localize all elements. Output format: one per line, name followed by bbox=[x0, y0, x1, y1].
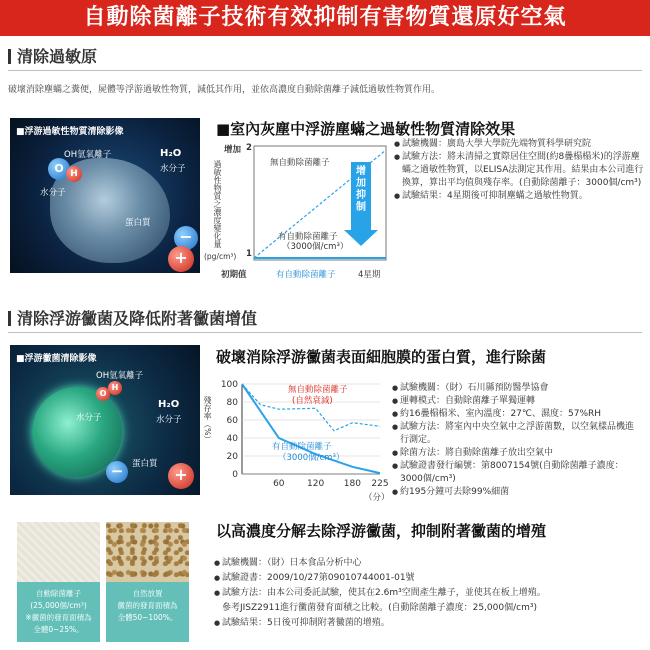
photo2-caption-line: 自然放置 bbox=[132, 589, 163, 598]
h2o-label: H₂O bbox=[158, 399, 180, 410]
section-mold-title-text: 清除浮游黴菌及降低附著黴菌增值 bbox=[17, 309, 258, 328]
chart1-y-axis-label: 過敏性物質之濃度變化量 bbox=[213, 160, 222, 248]
section-marker bbox=[8, 49, 11, 64]
petri-dish-clean bbox=[17, 522, 100, 582]
chart2-y-tick-label: 100 bbox=[220, 380, 238, 390]
list-item: ● 試驗結果：4星期後可抑制塵蟎之過敏性物質。 bbox=[394, 190, 644, 203]
chart1-y-unit: (pg/cm³) bbox=[204, 252, 237, 261]
chart2-label-natural-sub: (自然衰減) bbox=[292, 396, 333, 406]
chart2-label-with: 有自動除菌離子 bbox=[272, 442, 332, 452]
ion-treated-mold-photo bbox=[17, 522, 100, 642]
chart1-y-top-label: 增加 bbox=[224, 145, 242, 155]
mold-ion-illustration bbox=[10, 345, 200, 495]
h-ion-icon: H bbox=[66, 166, 82, 182]
list-item: ● 試驗證書：2009/10/27第09010744001-01號 bbox=[214, 571, 644, 586]
untreated-mold-photo bbox=[106, 522, 189, 642]
chart2-x-tick-label: 120 bbox=[307, 479, 325, 489]
chart2-y-tick-label: 40 bbox=[226, 434, 238, 444]
water-molecule-label: 水分子 bbox=[76, 413, 102, 423]
water-molecule-label: 水分子 bbox=[40, 188, 66, 198]
page-banner: 自動除菌離子技術有效抑制有害物質還原好空氣 bbox=[0, 0, 650, 36]
chart2-x-unit: （分） bbox=[364, 493, 390, 503]
protein-label: 蛋白質 bbox=[125, 218, 151, 228]
chart2-y-axis-label: 殘存率（%） bbox=[203, 396, 212, 444]
positive-ion-icon: + bbox=[168, 463, 194, 489]
list-item: ● 試驗方法：將未清掃之實際居住空間(約8疊榻榻米)的浮游塵蟎之過敏性物質，以ELISA法測定其作用。結果由本公司進行換算，算出平均值與殘存率。(自動除菌離子：3000個/cm³) bbox=[394, 151, 644, 190]
chart2-y-tick-label: 60 bbox=[226, 416, 238, 426]
photo2-caption bbox=[106, 588, 189, 624]
petri-dish-moldy bbox=[106, 522, 189, 582]
section-allergen-intro: 破壞消除塵蟎之糞便，屍體等浮游過敏性物質，減低其作用，並依高濃度自動除菌離子減低過敏性物質作用。 bbox=[8, 85, 441, 95]
chart2-label-with-conc: （3000個/cm³） bbox=[278, 453, 345, 463]
mold-sub-title: 破壞消除浮游黴菌表面細胞膜的蛋白質，進行除菌 bbox=[216, 348, 547, 366]
section-marker bbox=[8, 311, 11, 326]
list-item: ● 運轉模式：自動除菌離子單獨運轉 bbox=[392, 395, 642, 408]
oh-ion-icon: O bbox=[48, 158, 70, 180]
section-allergen-title-text: 清除過敏原 bbox=[17, 47, 98, 66]
chart1-x-left: 初期值 bbox=[221, 270, 247, 280]
section-allergen-title bbox=[8, 44, 97, 67]
photo1-caption-line: (25,000個/cm³) bbox=[30, 601, 87, 610]
list-item-continued: 參考JISZ2911進行黴菌發育面積之比較。(自動除菌離子濃度：25,000個/cm³) bbox=[222, 603, 537, 613]
photo1-caption-line: 自動除菌離子 bbox=[36, 589, 81, 598]
allergen-chart-title: ■室內灰塵中浮游塵蟎之過敏性物質清除效果 bbox=[216, 120, 516, 138]
oh-ion-label: OH氫氧離子 bbox=[96, 371, 144, 381]
h-ion-icon: H bbox=[108, 381, 122, 395]
list-item: ● 約195分鐘可去除99%細菌 bbox=[392, 486, 642, 499]
section-divider bbox=[8, 332, 642, 333]
photo1-caption bbox=[17, 588, 100, 636]
chart1-y-top-value: 2 bbox=[246, 143, 252, 153]
photo2-caption-line: 全體50~100%。 bbox=[117, 613, 178, 622]
o-ion-icon: O bbox=[96, 387, 110, 401]
chart2-x-tick-label: 60 bbox=[273, 479, 285, 489]
list-item: ● 約16疊榻榻米、室內溫度：27℃、濕度：57%RH bbox=[392, 408, 642, 421]
list-item: ● 試驗機關：廣島大學大學院先端物質科學研究院 bbox=[394, 138, 644, 151]
chart2-label-natural: 無自動除菌離子 bbox=[288, 385, 348, 395]
chart2-y-tick-label: 80 bbox=[226, 398, 238, 408]
panel-label: ■浮游過敏性物質清除影像 bbox=[16, 127, 124, 137]
chart2-y-tick-label: 0 bbox=[232, 470, 238, 480]
protein-label: 蛋白質 bbox=[132, 459, 158, 469]
list-item: ● 除菌方法：將自動除菌離子放出空氣中 bbox=[392, 447, 642, 460]
oh-ion-label: OH氫氧離子 bbox=[64, 150, 112, 160]
chart1-x-right: 4星期 bbox=[358, 270, 381, 280]
list-item: ● 試驗方法：由本公司委託試驗，使其在2.6m³空間產生離子，並使其在板上增殖。 bbox=[214, 586, 644, 601]
photo1-caption-line: ※黴菌的發育面積為 bbox=[25, 613, 92, 622]
allergen-ion-illustration bbox=[10, 118, 200, 273]
negative-ion-icon: − bbox=[174, 226, 198, 250]
photo2-caption-line: 黴菌的發育面積為 bbox=[117, 601, 178, 610]
panel-label: ■浮游黴菌清除影像 bbox=[16, 354, 97, 364]
list-item: ● 試驗結果：5日後可抑制附著黴菌的增殖。 bbox=[214, 616, 644, 631]
mold-test-details bbox=[392, 382, 642, 499]
chart2-x-tick-label: 180 bbox=[343, 479, 361, 489]
chart1-label-with-conc: （3000個/cm³） bbox=[282, 242, 349, 252]
section-divider bbox=[8, 70, 642, 71]
list-item: ● 試驗證書發行編號：第8007154號(自動除菌離子濃度：3000個/cm³) bbox=[392, 460, 642, 486]
list-item: ● 試驗機關：（財）日本食品分析中心 bbox=[214, 556, 644, 571]
list-item: ● 試驗方法：將室內中央空氣中之浮游菌數，以空氣樣品機進行測定。 bbox=[392, 421, 642, 447]
negative-ion-icon: − bbox=[106, 461, 128, 483]
list-item: ● 試驗機關：（財）石川縣預防醫學協會 bbox=[392, 382, 642, 395]
h2o-label: H₂O bbox=[160, 148, 182, 159]
chart1-y-bottom-value: 1 bbox=[246, 249, 252, 259]
chart1-x-mid: 有自動除菌離子 bbox=[276, 270, 336, 280]
mold-growth-sub-title: 以高濃度分解去除浮游黴菌，抑制附著黴菌的增殖 bbox=[216, 522, 547, 540]
allergen-test-details bbox=[394, 138, 644, 203]
chart1-label-without: 無自動除菌離子 bbox=[270, 158, 330, 168]
photo1-caption-line: 全體0~25%。 bbox=[33, 625, 84, 634]
h2o-sub-label: 水分子 bbox=[160, 164, 186, 174]
section-mold-title bbox=[8, 306, 257, 329]
chart2-y-tick-label: 20 bbox=[226, 452, 238, 462]
h2o-sub-label: 水分子 bbox=[156, 415, 182, 425]
chart2-x-tick-label: 225 bbox=[371, 479, 389, 489]
positive-ion-icon: + bbox=[168, 246, 194, 272]
chart1-arrow-text: 增加抑制 bbox=[356, 166, 366, 213]
chart1-label-with: 有自動除菌離子 bbox=[278, 232, 338, 242]
mold-growth-test-details bbox=[214, 556, 644, 631]
